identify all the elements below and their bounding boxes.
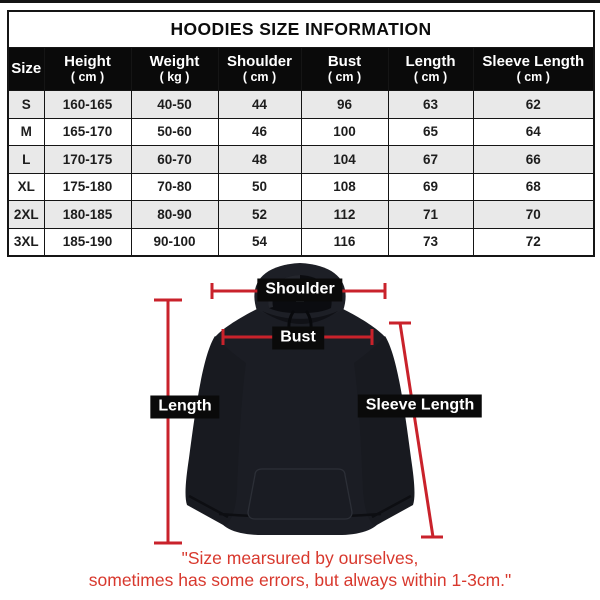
bust-cell: 116: [301, 228, 388, 256]
length-cell: 73: [388, 228, 473, 256]
weight-cell: 70-80: [131, 173, 218, 201]
column-header-label: Bust: [327, 53, 362, 71]
kangaroo-pocket: [248, 469, 352, 519]
sleeve-cell: 62: [473, 91, 594, 119]
size-cell: 3XL: [8, 228, 44, 256]
bust-cell: 108: [301, 173, 388, 201]
length-cell: 63: [388, 91, 473, 119]
height-cell: 185-190: [44, 228, 131, 256]
length-cell: 65: [388, 118, 473, 146]
shoulder-cell: 54: [218, 228, 301, 256]
weight-cell: 40-50: [131, 91, 218, 119]
page-title: HOODIES SIZE INFORMATION: [8, 11, 594, 48]
sleeve-cell: 72: [473, 228, 594, 256]
bust-cell: 100: [301, 118, 388, 146]
length-cell: 69: [388, 173, 473, 201]
size-cell: M: [8, 118, 44, 146]
sleeve-cell: 68: [473, 173, 594, 201]
height-cell: 180-185: [44, 201, 131, 229]
measurement-disclaimer: [0, 547, 600, 591]
column-header-label: Sleeve Length: [482, 53, 585, 71]
column-header-label: Size: [11, 59, 42, 77]
column-header-unit: ( cm ): [516, 69, 550, 84]
height-cell: 175-180: [44, 173, 131, 201]
column-header-unit: ( cm ): [327, 69, 362, 84]
length-measure-label: Length: [150, 396, 219, 419]
shoulder-cell: 44: [218, 91, 301, 119]
weight-cell: 50-60: [131, 118, 218, 146]
shoulder-cell: 50: [218, 173, 301, 201]
bust-measure-label: Bust: [272, 327, 324, 350]
disclaimer-line-1: "Size mearsured by ourselves,: [181, 548, 419, 568]
column-header-unit: ( kg ): [159, 69, 190, 84]
length-measure-line: [154, 300, 182, 543]
shoulder-cell: 46: [218, 118, 301, 146]
sleeve-cell: 66: [473, 146, 594, 174]
size-cell: S: [8, 91, 44, 119]
bust-cell: 104: [301, 146, 388, 174]
shoulder-cell: 48: [218, 146, 301, 174]
column-header-unit: ( cm ): [70, 69, 105, 84]
length-cell: 67: [388, 146, 473, 174]
weight-cell: 60-70: [131, 146, 218, 174]
column-header-label: Shoulder: [226, 53, 292, 71]
weight-cell: 90-100: [131, 228, 218, 256]
column-header-unit: ( cm ): [413, 69, 448, 84]
weight-cell: 80-90: [131, 201, 218, 229]
column-header-unit: ( cm ): [242, 69, 277, 84]
size-cell: XL: [8, 173, 44, 201]
shoulder-measure-label: Shoulder: [257, 279, 342, 302]
column-header-label: Length: [405, 53, 456, 71]
height-cell: 165-170: [44, 118, 131, 146]
size-cell: 2XL: [8, 201, 44, 229]
bust-cell: 96: [301, 91, 388, 119]
height-cell: 160-165: [44, 91, 131, 119]
column-header-label: Weight: [149, 53, 200, 71]
sleeve-cell: 64: [473, 118, 594, 146]
length-cell: 71: [388, 201, 473, 229]
disclaimer-line-2: sometimes has some errors, but always within 1-3cm.": [88, 570, 512, 590]
column-header-label: Height: [64, 53, 111, 71]
bust-cell: 112: [301, 201, 388, 229]
shoulder-cell: 52: [218, 201, 301, 229]
size-cell: L: [8, 146, 44, 174]
height-cell: 170-175: [44, 146, 131, 174]
sleeve-cell: 70: [473, 201, 594, 229]
sleeve-length-measure-label: Sleeve Length: [358, 395, 482, 418]
